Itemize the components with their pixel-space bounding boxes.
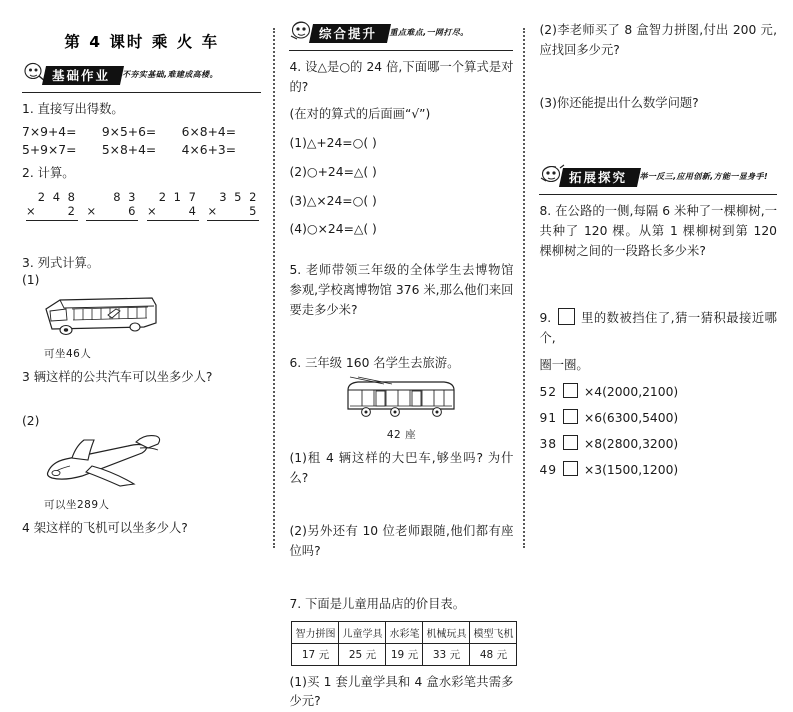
- operand-bottom: 4: [189, 204, 198, 218]
- q1-title: 1. 直接写出得数。: [22, 100, 261, 120]
- q1-item: 5+9×7=: [22, 143, 102, 157]
- q1-row-1: [22, 125, 261, 139]
- table-cell-price: 17 元: [292, 643, 339, 665]
- blank-box-icon[interactable]: [558, 308, 575, 325]
- operand-bottom-row: [26, 204, 78, 220]
- q9-row-lead: 52: [539, 385, 557, 399]
- q6-sub-2: (2)另外还有 10 位老师跟随,他们都有座位吗?: [289, 522, 513, 562]
- table-header-cell: 智力拼图: [292, 621, 339, 643]
- q7-sub-1: (1)买 1 套儿童学具和 4 盒水彩笔共需多少元?: [289, 673, 513, 712]
- q9-row-lead: 49: [539, 463, 557, 477]
- table-header-cell: 儿童学具: [339, 621, 386, 643]
- q9-row-lead: 91: [539, 411, 557, 425]
- badge-extend-subtitle: 举一反三,应用创新,方能一显身手!: [639, 171, 768, 182]
- operator: ×: [86, 204, 98, 218]
- q1-item: 7×9+4=: [22, 125, 102, 139]
- q9-line-1-text: 里的数被挡住了,猜一猜积最接近哪个,: [539, 311, 777, 345]
- q1-row-2: [22, 143, 261, 157]
- operator: ×: [147, 204, 159, 218]
- badge-extend: 拓展探究: [559, 168, 641, 187]
- operand-bottom: 6: [128, 204, 137, 218]
- q9-number: 9.: [539, 311, 551, 325]
- q9-row-lead: 38: [539, 437, 557, 451]
- divider-basic: [22, 92, 261, 93]
- q2-vertical-calculations: [26, 190, 259, 221]
- table-cell-price: 33 元: [423, 643, 470, 665]
- q2-title: 2. 计算。: [22, 164, 261, 184]
- q5-text: 5. 老师带领三年级的全体学生去博物馆参观,学校离博物馆 376 米,那么他们来回要走多少米?: [289, 261, 513, 321]
- q3-part1-label: (1): [22, 273, 261, 287]
- operand-bottom: 2: [68, 204, 77, 218]
- price-table: [291, 621, 517, 666]
- vertical-calc: [207, 190, 259, 221]
- airplane-icon: [36, 430, 176, 492]
- vertical-calc: [86, 190, 138, 221]
- q9-row-tail: ×3(1500,1200): [584, 463, 678, 477]
- operator: ×: [26, 204, 38, 218]
- q9-row: [539, 383, 777, 402]
- column-right: [525, 14, 785, 558]
- table-cell-price: 19 元: [386, 643, 423, 665]
- operand-top: 3 5 2: [207, 190, 259, 204]
- q7-sub-2: (2)李老师买了 8 盒智力拼图,付出 200 元,应找回多少元?: [539, 21, 777, 61]
- q3-part1-caption: 可坐46人: [22, 346, 261, 361]
- q3-part2-caption: 可以坐289人: [22, 497, 261, 512]
- coach-bus-figure: [289, 376, 513, 426]
- airplane-figure: [22, 430, 261, 496]
- q7-title: 7. 下面是儿童用品店的价目表。: [289, 595, 513, 615]
- table-row-prices: [292, 643, 517, 665]
- operand-bottom-row: [86, 204, 138, 220]
- q6-sub-1: (1)租 4 辆这样的大巴车,够坐吗? 为什么?: [289, 449, 513, 489]
- operand-bottom-row: [207, 204, 259, 220]
- badge-basic: 基础作业: [42, 66, 124, 85]
- coach-bus-icon: [340, 376, 462, 422]
- q9-row: [539, 461, 777, 480]
- bus-icon: [36, 289, 166, 341]
- q3-part1-text: 3 辆这样的公共汽车可以坐多少人?: [22, 368, 261, 388]
- q1-item: 4×6+3=: [182, 143, 262, 157]
- q4-option[interactable]: (3)△×24=○( ): [289, 192, 513, 212]
- q4-option[interactable]: (2)○+24=△( ): [289, 163, 513, 183]
- vertical-calc: [26, 190, 78, 221]
- page-title: 第 4 课时 乘 火 车: [22, 30, 261, 52]
- divider-extend: [539, 194, 777, 195]
- q4-line-1: 4. 设△是○的 24 倍,下面哪一个算式是对的?: [289, 58, 513, 98]
- q3-part2-label: (2): [22, 414, 261, 428]
- q9-row: [539, 435, 777, 454]
- q8-text: 8. 在公路的一侧,每隔 6 米种了一棵柳树,一共种了 120 棵。从第 1 棵柳树到第 120 棵柳树之间的一段路长多少米?: [539, 202, 777, 262]
- q1-item: 5×8+4=: [102, 143, 182, 157]
- vertical-calc: [147, 190, 199, 221]
- blank-box-icon[interactable]: [563, 435, 578, 450]
- operand-top: 2 4 8: [26, 190, 78, 204]
- q6-caption: 42 座: [289, 427, 513, 442]
- q4-option[interactable]: (4)○×24=△( ): [289, 220, 513, 240]
- divider-improve: [289, 50, 513, 51]
- operand-bottom-row: [147, 204, 199, 220]
- operand-bottom: 5: [249, 204, 258, 218]
- q9-row-tail: ×4(2000,2100): [584, 385, 678, 399]
- q3-title: 3. 列式计算。: [22, 254, 261, 274]
- q3-part2-text: 4 架这样的飞机可以坐多少人?: [22, 519, 261, 539]
- column-middle: [275, 14, 523, 558]
- bus-figure: [22, 289, 261, 345]
- operand-top: 2 1 7: [147, 190, 199, 204]
- badge-basic-subtitle: 不夯实基础,难建成高楼。: [122, 69, 218, 80]
- badge-improve: 综合提升: [309, 24, 391, 43]
- column-left: [8, 14, 273, 558]
- table-cell-price: 25 元: [339, 643, 386, 665]
- q7-sub-3: (3)你还能提出什么数学问题?: [539, 94, 777, 114]
- q9-row: [539, 409, 777, 428]
- q9-line-1: [539, 308, 777, 349]
- blank-box-icon[interactable]: [563, 409, 578, 424]
- table-row-headers: [292, 621, 517, 643]
- section-header-basic: [22, 66, 261, 88]
- q9-line-2: 圈一圈。: [539, 356, 777, 376]
- q9-row-tail: ×8(2800,3200): [584, 437, 678, 451]
- table-header-cell: 水彩笔: [386, 621, 423, 643]
- section-header-extend: [539, 168, 777, 190]
- badge-improve-subtitle: 重点难点,一网打尽。: [389, 27, 468, 38]
- table-cell-price: 48 元: [470, 643, 517, 665]
- operator: ×: [207, 204, 219, 218]
- q1-item: 6×8+4=: [182, 125, 262, 139]
- table-header-cell: 模型飞机: [470, 621, 517, 643]
- q6-title: 6. 三年级 160 名学生去旅游。: [289, 354, 513, 374]
- section-header-improve: [289, 24, 513, 46]
- q1-item: 9×5+6=: [102, 125, 182, 139]
- blank-box-icon[interactable]: [563, 461, 578, 476]
- q4-option[interactable]: (1)△+24=○( ): [289, 134, 513, 154]
- blank-box-icon[interactable]: [563, 383, 578, 398]
- operand-top: 8 3: [86, 190, 138, 204]
- q9-row-tail: ×6(6300,5400): [584, 411, 678, 425]
- table-header-cell: 机械玩具: [423, 621, 470, 643]
- q4-line-2: (在对的算式的后面画“√”): [289, 105, 513, 125]
